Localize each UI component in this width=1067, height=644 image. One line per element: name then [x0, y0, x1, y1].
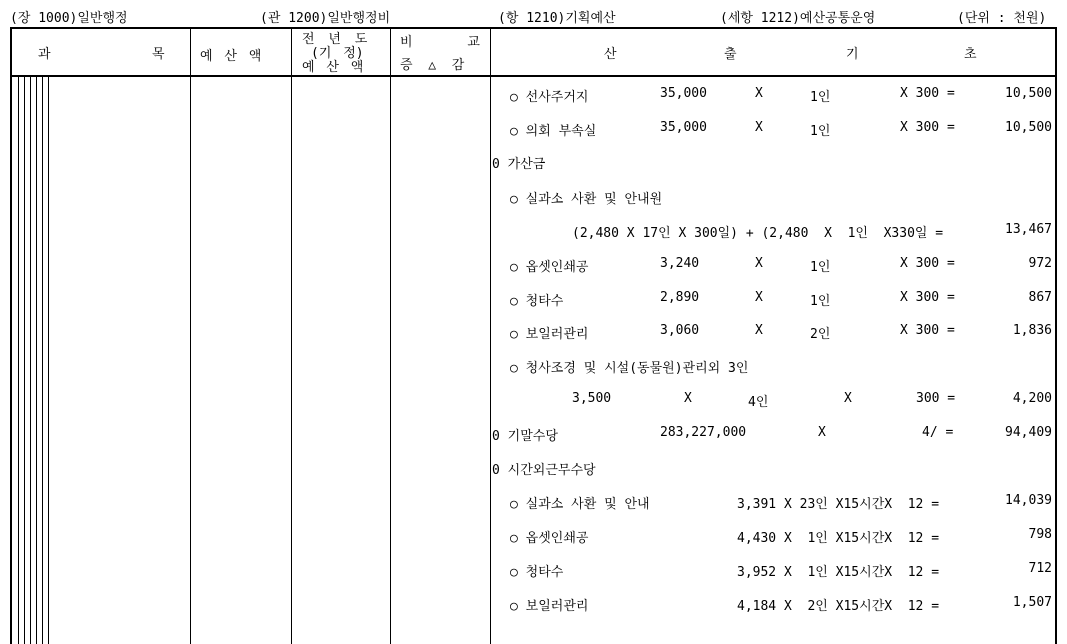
indent-line	[18, 75, 19, 644]
row-c3: X	[755, 86, 763, 101]
row-amount: 10,500	[1005, 120, 1052, 135]
col-gwa: 과	[38, 47, 51, 62]
row-d1: 3,500	[572, 391, 612, 406]
col-basis-san: 산	[604, 47, 617, 62]
row-c5: X 300 =	[900, 290, 955, 305]
row-c5: X 300 =	[900, 86, 955, 101]
row-c5: X 300 =	[900, 120, 955, 135]
basis-row	[492, 86, 1052, 106]
row-c1: ○ 의회 부속실	[510, 124, 597, 139]
col-divider-compare	[490, 29, 491, 644]
indent-line	[24, 75, 25, 644]
col-budget: 예 산 액	[200, 49, 262, 64]
row-amount: 14,039	[1005, 493, 1052, 508]
row-c4: 2인	[810, 327, 831, 342]
row-d2b: X	[818, 425, 826, 440]
basis-row	[492, 290, 1052, 310]
basis-row	[492, 120, 1052, 140]
row-c4: 1인	[810, 294, 831, 309]
row-amount: 712	[1028, 561, 1052, 576]
row-c1: ○ 청타수	[510, 565, 564, 580]
col-divider-prev	[390, 29, 391, 644]
row-c4: 1인	[810, 90, 831, 105]
row-d5: 300 =	[916, 391, 956, 406]
row-amount: 972	[1028, 256, 1052, 271]
row-e: 3,952 X 1인 X15시간X 12 =	[737, 565, 940, 580]
basis-row	[492, 153, 1052, 173]
col-basis-chul: 출	[724, 47, 737, 62]
row-c1: ○ 보일러관리	[510, 327, 589, 342]
basis-row	[492, 391, 1052, 411]
row-c3: X	[755, 290, 763, 305]
col-prev-2: (기 정)	[311, 46, 364, 61]
col-compare-2: 증 △ 감	[400, 58, 465, 73]
row-c2: 283,227,000	[660, 425, 747, 440]
row-c1: ○ 옵셋인쇄공	[510, 260, 589, 275]
basis-row	[492, 527, 1052, 547]
basis-row	[492, 425, 1052, 445]
row-amount: 10,500	[1005, 86, 1052, 101]
col-prev-3: 예 산 액	[302, 60, 364, 75]
header-divider	[12, 75, 1055, 77]
indent-line	[30, 75, 31, 644]
col-basis-cho: 초	[964, 47, 977, 62]
basis-row	[492, 595, 1052, 615]
col-mok: 목	[152, 47, 165, 62]
header-hang: (항 1210)기획예산	[498, 11, 616, 26]
row-c5b: 4/ =	[922, 425, 954, 440]
indent-line	[36, 75, 37, 644]
row-c1: ○ 옵셋인쇄공	[510, 531, 589, 546]
row-c0: 0 기말수당	[492, 429, 558, 444]
basis-row	[492, 256, 1052, 276]
header-unit: (단위 : 천원)	[957, 11, 1047, 26]
col-divider-budget	[291, 29, 292, 644]
basis-row	[492, 188, 1052, 208]
row-d4: X	[844, 391, 852, 406]
col-divider-mok	[190, 29, 191, 644]
row-c1: ○ 청사조경 및 시설(동물원)관리외 3인	[510, 361, 749, 376]
row-c3: X	[755, 323, 763, 338]
row-c2: 35,000	[660, 120, 707, 135]
row-d2: X	[684, 391, 692, 406]
row-amount: 798	[1028, 527, 1052, 542]
header-sehang: (세항 1212)예산공통운영	[720, 11, 876, 26]
row-amount: 1,836	[1012, 323, 1052, 338]
basis-row	[492, 561, 1052, 581]
row-c5: X 300 =	[900, 256, 955, 271]
col-compare-1: 비 교	[400, 35, 480, 50]
row-c1b: (2,480 X 17인 X 300일) + (2,480 X 1인 X330일 =	[572, 226, 944, 241]
row-e: 4,184 X 2인 X15시간X 12 =	[737, 599, 940, 614]
row-e: 4,430 X 1인 X15시간X 12 =	[737, 531, 940, 546]
row-c3: X	[755, 120, 763, 135]
indent-line	[42, 75, 43, 644]
row-c1: ○ 실과소 사환 및 안내원	[510, 192, 663, 207]
indent-line	[48, 75, 49, 644]
row-amount: 1,507	[1012, 595, 1052, 610]
basis-row	[492, 493, 1052, 513]
row-c2: 3,240	[660, 256, 700, 271]
header-gwan: (관 1200)일반행정비	[260, 11, 391, 26]
row-c5: X 300 =	[900, 323, 955, 338]
row-c1: ○ 보일러관리	[510, 599, 589, 614]
row-c3: X	[755, 256, 763, 271]
row-c4: 1인	[810, 260, 831, 275]
basis-row	[492, 357, 1052, 377]
row-d3: 4인	[748, 395, 769, 410]
row-c0: 0 시간외근무수당	[492, 463, 596, 478]
row-c4: 1인	[810, 124, 831, 139]
row-c1: ○ 실과소 사환 및 안내	[510, 497, 650, 512]
row-e: 3,391 X 23인 X15시간X 12 =	[737, 497, 940, 512]
row-c1: ○ 청타수	[510, 294, 564, 309]
row-amount: 13,467	[1005, 222, 1052, 237]
basis-row	[492, 323, 1052, 343]
row-c1: ○ 선사주거지	[510, 90, 589, 105]
row-c0: 0 가산금	[492, 157, 546, 172]
basis-row	[492, 222, 1052, 242]
row-c2: 3,060	[660, 323, 700, 338]
col-prev-1: 전 년 도	[302, 32, 368, 47]
row-c2: 2,890	[660, 290, 700, 305]
row-amount: 94,409	[1005, 425, 1052, 440]
header-jang: (장 1000)일반행정	[10, 11, 128, 26]
col-basis-gi: 기	[846, 47, 859, 62]
row-amount: 867	[1028, 290, 1052, 305]
basis-row	[492, 459, 1052, 479]
row-c2: 35,000	[660, 86, 707, 101]
row-amount: 4,200	[1012, 391, 1052, 406]
